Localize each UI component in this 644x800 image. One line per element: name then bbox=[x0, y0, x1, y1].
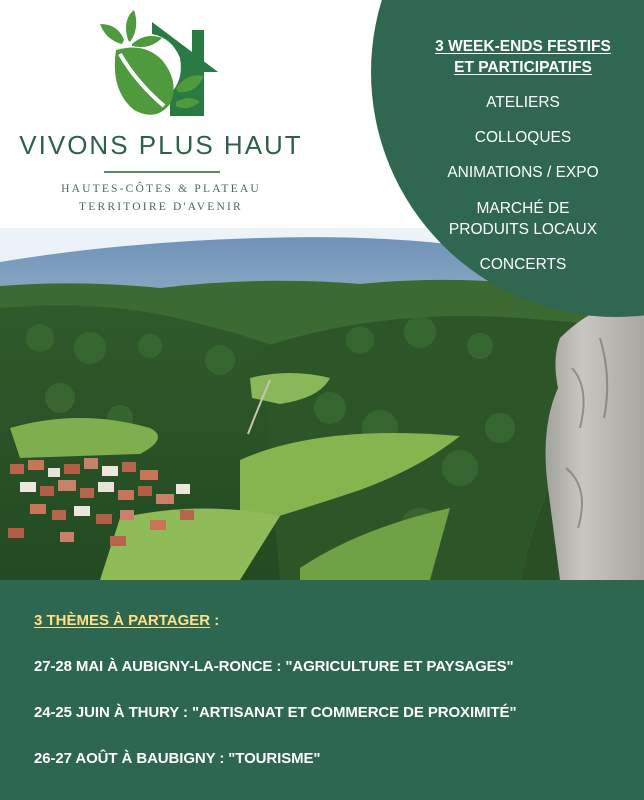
brand-subtitle-line2: TERRITOIRE D'AVENIR bbox=[79, 201, 243, 213]
theme-row-tourisme: 26-27 AOÛT À BAUBIGNY : "TOURISME" bbox=[34, 750, 321, 767]
event-item-animations: ANIMATIONS / EXPO bbox=[447, 164, 599, 181]
event-item-concerts: CONCERTS bbox=[479, 256, 567, 273]
event-item-marche bbox=[404, 198, 642, 240]
events-heading-line2: ET PARTICIPATIFS bbox=[454, 59, 592, 76]
brand-subtitle-line1: HAUTES-CÔTES & PLATEAU bbox=[61, 183, 261, 195]
themes-heading-colon: : bbox=[210, 612, 220, 629]
events-heading bbox=[404, 36, 642, 78]
brand-title: VIVONS PLUS HAUT bbox=[19, 130, 303, 160]
brand-divider bbox=[104, 171, 220, 173]
events-list bbox=[404, 36, 642, 275]
house-leaf-logo-icon bbox=[92, 10, 222, 120]
theme-row-artisanat: 24-25 JUIN À THURY : "ARTISANAT ET COMMERCE DE PROXIMITÉ" bbox=[34, 704, 517, 721]
event-item-colloques: COLLOQUES bbox=[474, 129, 572, 146]
event-item-ateliers: ATELIERS bbox=[486, 94, 560, 111]
theme-row-agriculture: 27-28 MAI À AUBIGNY-LA-RONCE : "AGRICULTURE ET PAYSAGES" bbox=[34, 658, 514, 675]
themes-heading-text: 3 THÈMES À PARTAGER bbox=[34, 612, 211, 629]
event-item-marche-line1: MARCHÉ DE bbox=[476, 200, 570, 217]
themes-heading bbox=[34, 612, 219, 629]
events-heading-line1: 3 WEEK-ENDS FESTIFS bbox=[435, 38, 611, 55]
event-item-marche-line2: PRODUITS LOCAUX bbox=[448, 221, 598, 238]
